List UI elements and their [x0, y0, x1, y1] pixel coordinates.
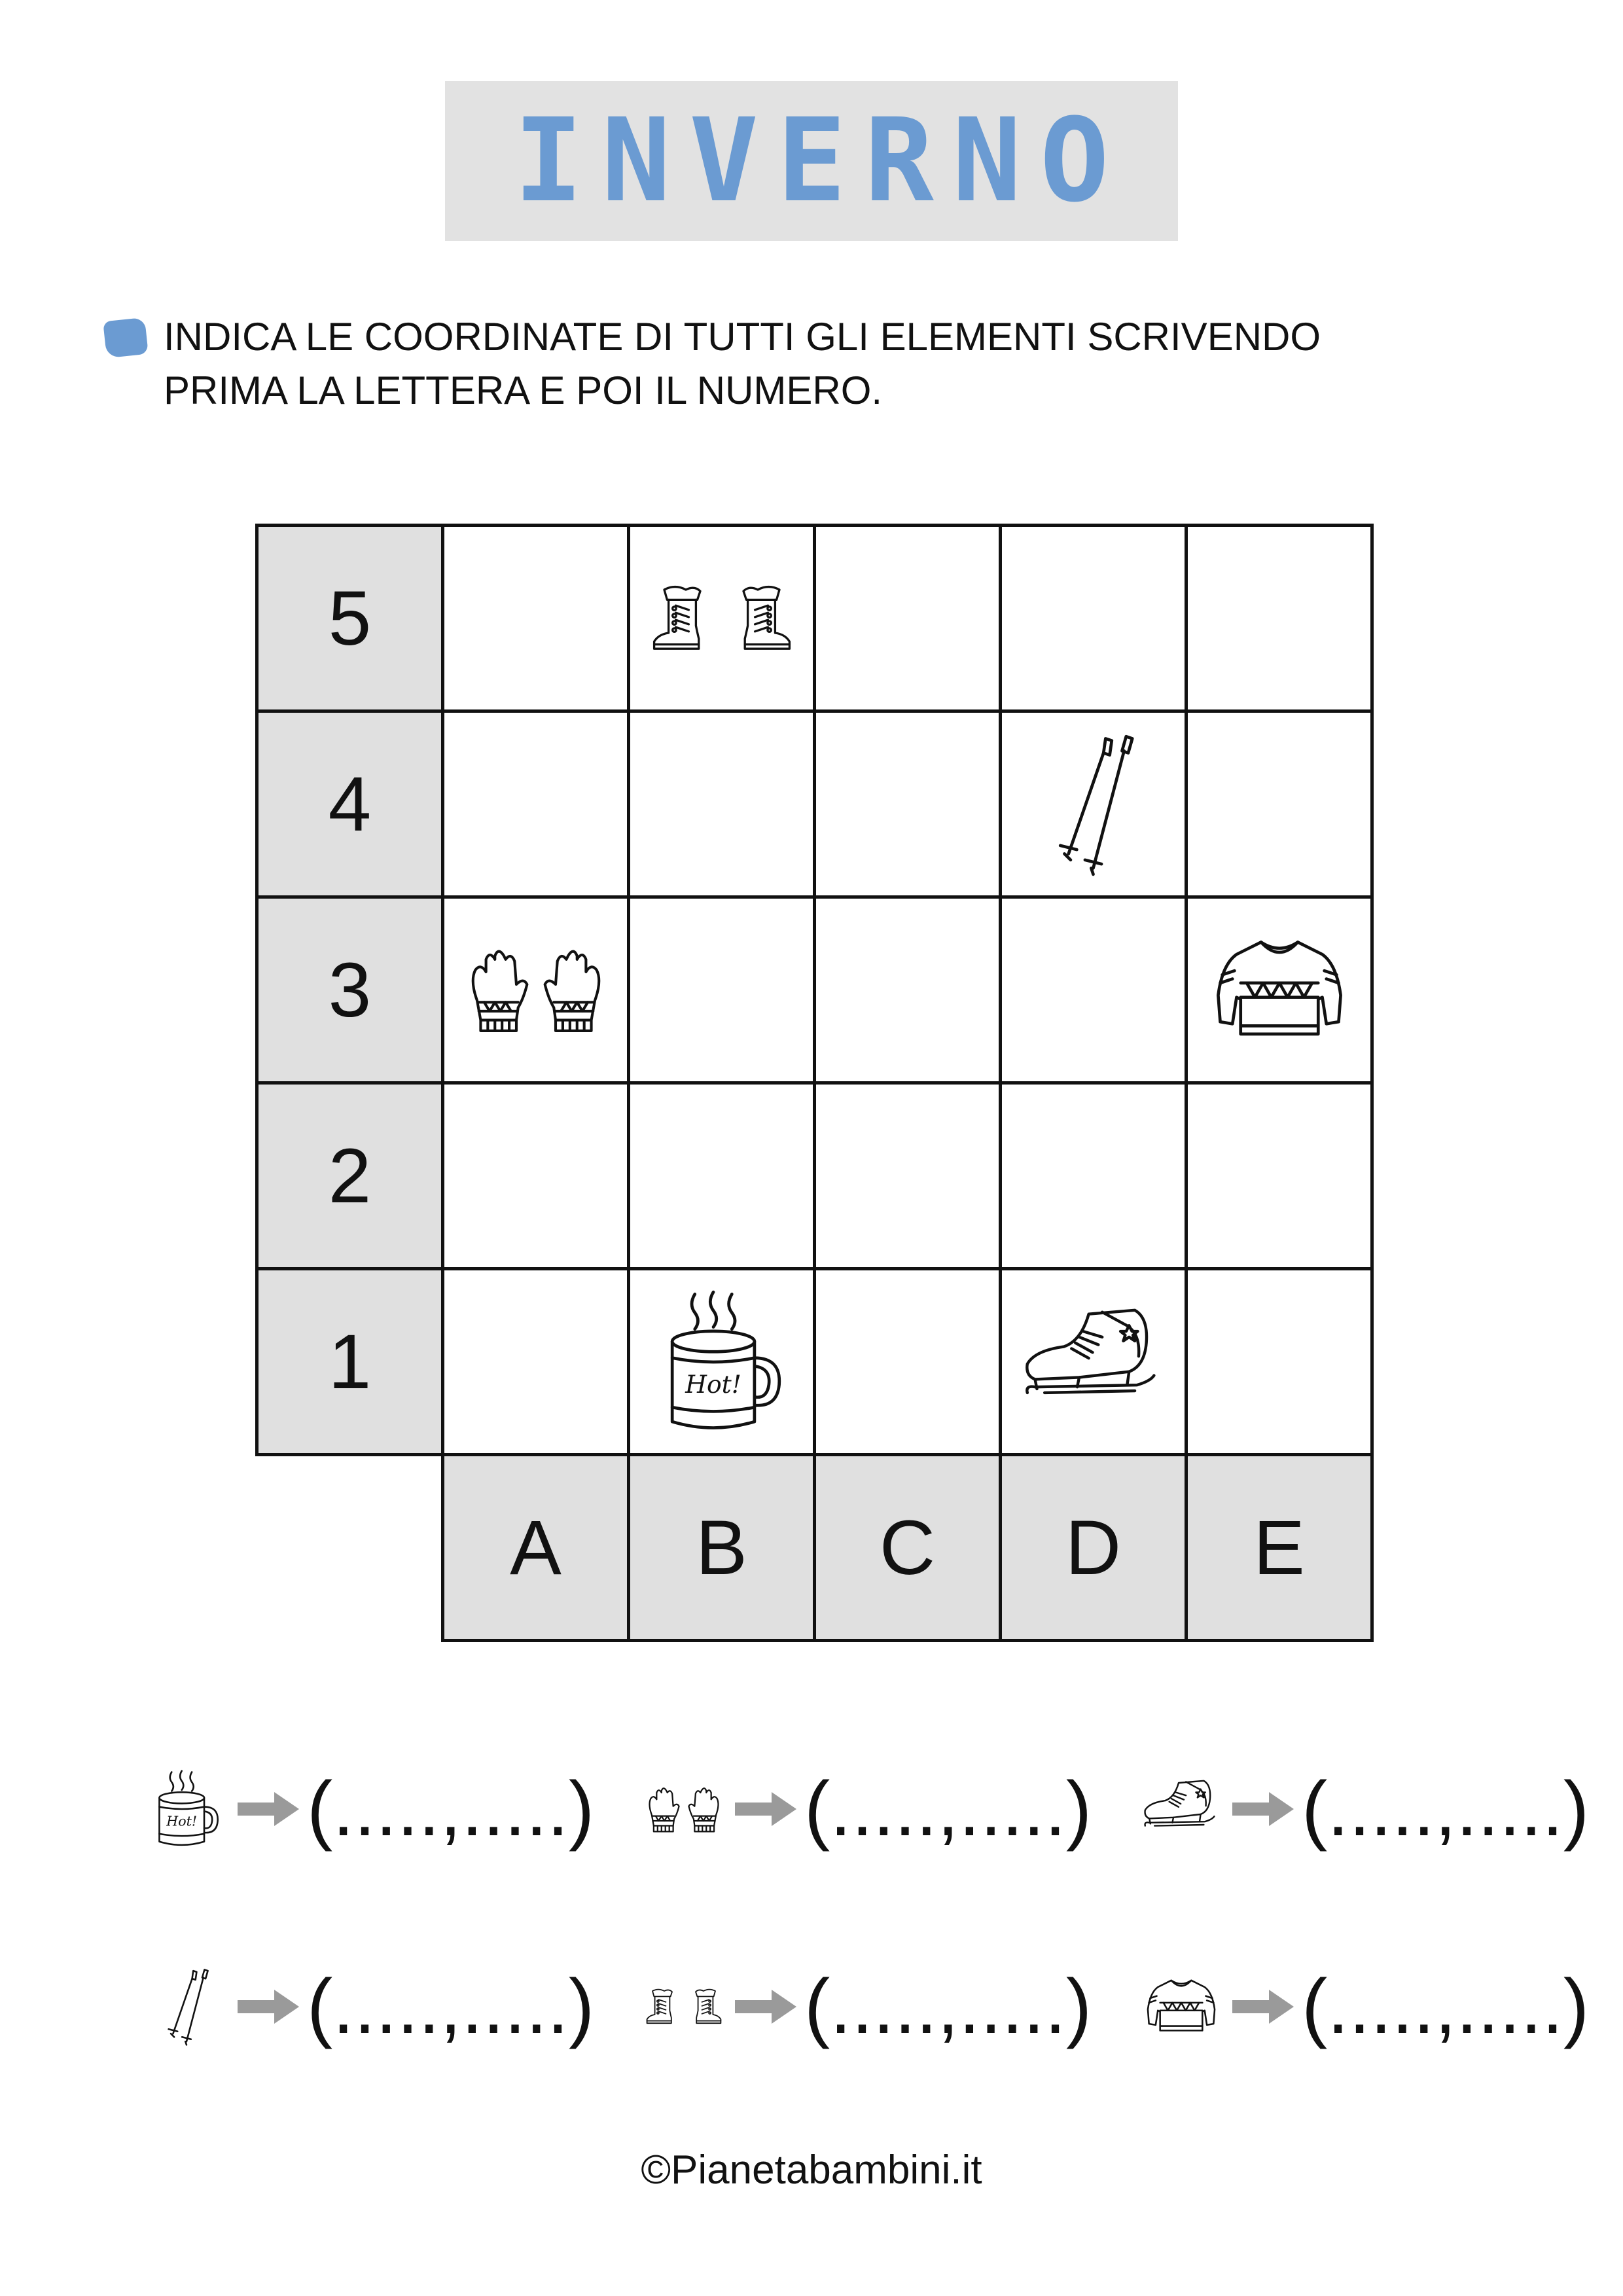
answer-blank[interactable]: (.....,.....): [1302, 1766, 1590, 1852]
grid-cell-E5: [1185, 524, 1374, 713]
svg-text:Hot!: Hot!: [685, 1369, 741, 1399]
ski-poles-icon: [147, 1958, 226, 2056]
answer-blank[interactable]: (.....,.....): [307, 1964, 595, 2050]
col-label-text: E: [1253, 1504, 1305, 1591]
col-label-text: B: [696, 1504, 747, 1591]
grid-cell-D1: [999, 1267, 1188, 1456]
grid-cell-A5: [441, 524, 630, 713]
grid-cell-C1: [813, 1267, 1002, 1456]
grid-cell-A3: [441, 895, 630, 1085]
hot-mug-icon: [152, 1770, 220, 1848]
grid-cell-A4: [441, 709, 630, 899]
page-title: INVERNO: [514, 94, 1128, 228]
answer-item: [645, 1744, 1092, 1874]
grid-cell-E2: [1185, 1081, 1374, 1270]
grid-cell-E3: [1185, 895, 1374, 1085]
grid-cell-D4: [999, 709, 1188, 899]
col-label-B: [627, 1453, 816, 1642]
hot-mug-icon: [660, 1290, 783, 1434]
arrow-right-icon: [238, 1987, 300, 2026]
row-label-text: 5: [328, 575, 372, 662]
mittens-icon: [645, 1785, 723, 1833]
sweater-icon: [1142, 1958, 1221, 2056]
row-label-3: [255, 895, 444, 1085]
grid-cell-E1: [1185, 1267, 1374, 1456]
ice-skate-icon: [1142, 1778, 1221, 1840]
answer-blank[interactable]: (.....,.....): [804, 1964, 1092, 2050]
col-label-D: [999, 1453, 1188, 1642]
row-label-2: [255, 1081, 444, 1270]
grid-cell-B3: [627, 895, 816, 1085]
arrow-right-icon: [238, 1789, 300, 1829]
col-label-text: D: [1065, 1504, 1122, 1591]
snow-boots-icon: [645, 1987, 723, 2026]
ice-skate-icon: [1142, 1760, 1221, 1858]
ski-poles-icon: [1039, 732, 1147, 876]
bullet-icon: [103, 317, 149, 358]
instruction-line-2: PRIMA LA LETTERA E POI IL NUMERO.: [164, 368, 883, 412]
row-label-text: 2: [328, 1132, 372, 1219]
mittens-icon: [645, 1760, 723, 1858]
ski-poles-icon: [157, 1967, 216, 2046]
row-label-text: 3: [328, 946, 372, 1033]
snow-boots-icon: [650, 583, 794, 655]
arrow-right-icon: [1232, 1987, 1295, 2026]
answer-item: [147, 1941, 594, 2072]
answer-blank[interactable]: (.....,.....): [1302, 1964, 1590, 2050]
mittens-icon: [464, 945, 608, 1034]
grid-cell-A2: [441, 1081, 630, 1270]
coordinate-grid: [255, 524, 1368, 1636]
row-label-text: 1: [328, 1318, 372, 1405]
grid-cell-B2: [627, 1081, 816, 1270]
sweater-icon: [1142, 1976, 1221, 2037]
answer-blank[interactable]: (.....,.....): [804, 1766, 1092, 1852]
instruction-text: [164, 310, 1538, 418]
col-label-E: [1185, 1453, 1374, 1642]
arrow-right-icon: [735, 1789, 798, 1829]
row-label-4: [255, 709, 444, 899]
grid-cell-E4: [1185, 709, 1374, 899]
arrow-right-icon: [735, 1987, 798, 2026]
snow-boots-icon: [645, 1958, 723, 2056]
hot-mug-icon: [147, 1760, 226, 1858]
grid-cell-D2: [999, 1081, 1188, 1270]
svg-text:Hot!: Hot!: [166, 1813, 198, 1829]
row-label-text: 4: [328, 761, 372, 848]
answer-item: [645, 1941, 1092, 2072]
grid-cell-B1: [627, 1267, 816, 1456]
answer-item: [1142, 1941, 1589, 2072]
answer-item: [147, 1744, 594, 1874]
grid-cell-B5: [627, 524, 816, 713]
title-banner: [445, 81, 1178, 241]
col-label-A: [441, 1453, 630, 1642]
answer-blank[interactable]: (.....,.....): [307, 1766, 595, 1852]
col-label-C: [813, 1453, 1002, 1642]
row-label-1: [255, 1267, 444, 1456]
grid-cell-A1: [441, 1267, 630, 1456]
arrow-right-icon: [1232, 1789, 1295, 1829]
grid-cell-D5: [999, 524, 1188, 713]
col-label-text: C: [879, 1504, 936, 1591]
grid-cell-C5: [813, 524, 1002, 713]
grid-cell-C2: [813, 1081, 1002, 1270]
grid-cell-C4: [813, 709, 1002, 899]
grid-cell-B4: [627, 709, 816, 899]
footer-copyright: ©Pianetabambini.it: [641, 2147, 982, 2193]
sweater-icon: [1207, 934, 1351, 1047]
grid-cell-C3: [813, 895, 1002, 1085]
col-label-text: A: [510, 1504, 562, 1591]
ice-skate-icon: [1022, 1304, 1166, 1420]
instruction-line-1: INDICA LE COORDINATE DI TUTTI GLI ELEMENTI SCRIVENDO: [164, 315, 1321, 359]
answer-item: [1142, 1744, 1589, 1874]
row-label-5: [255, 524, 444, 713]
grid-cell-D3: [999, 895, 1188, 1085]
